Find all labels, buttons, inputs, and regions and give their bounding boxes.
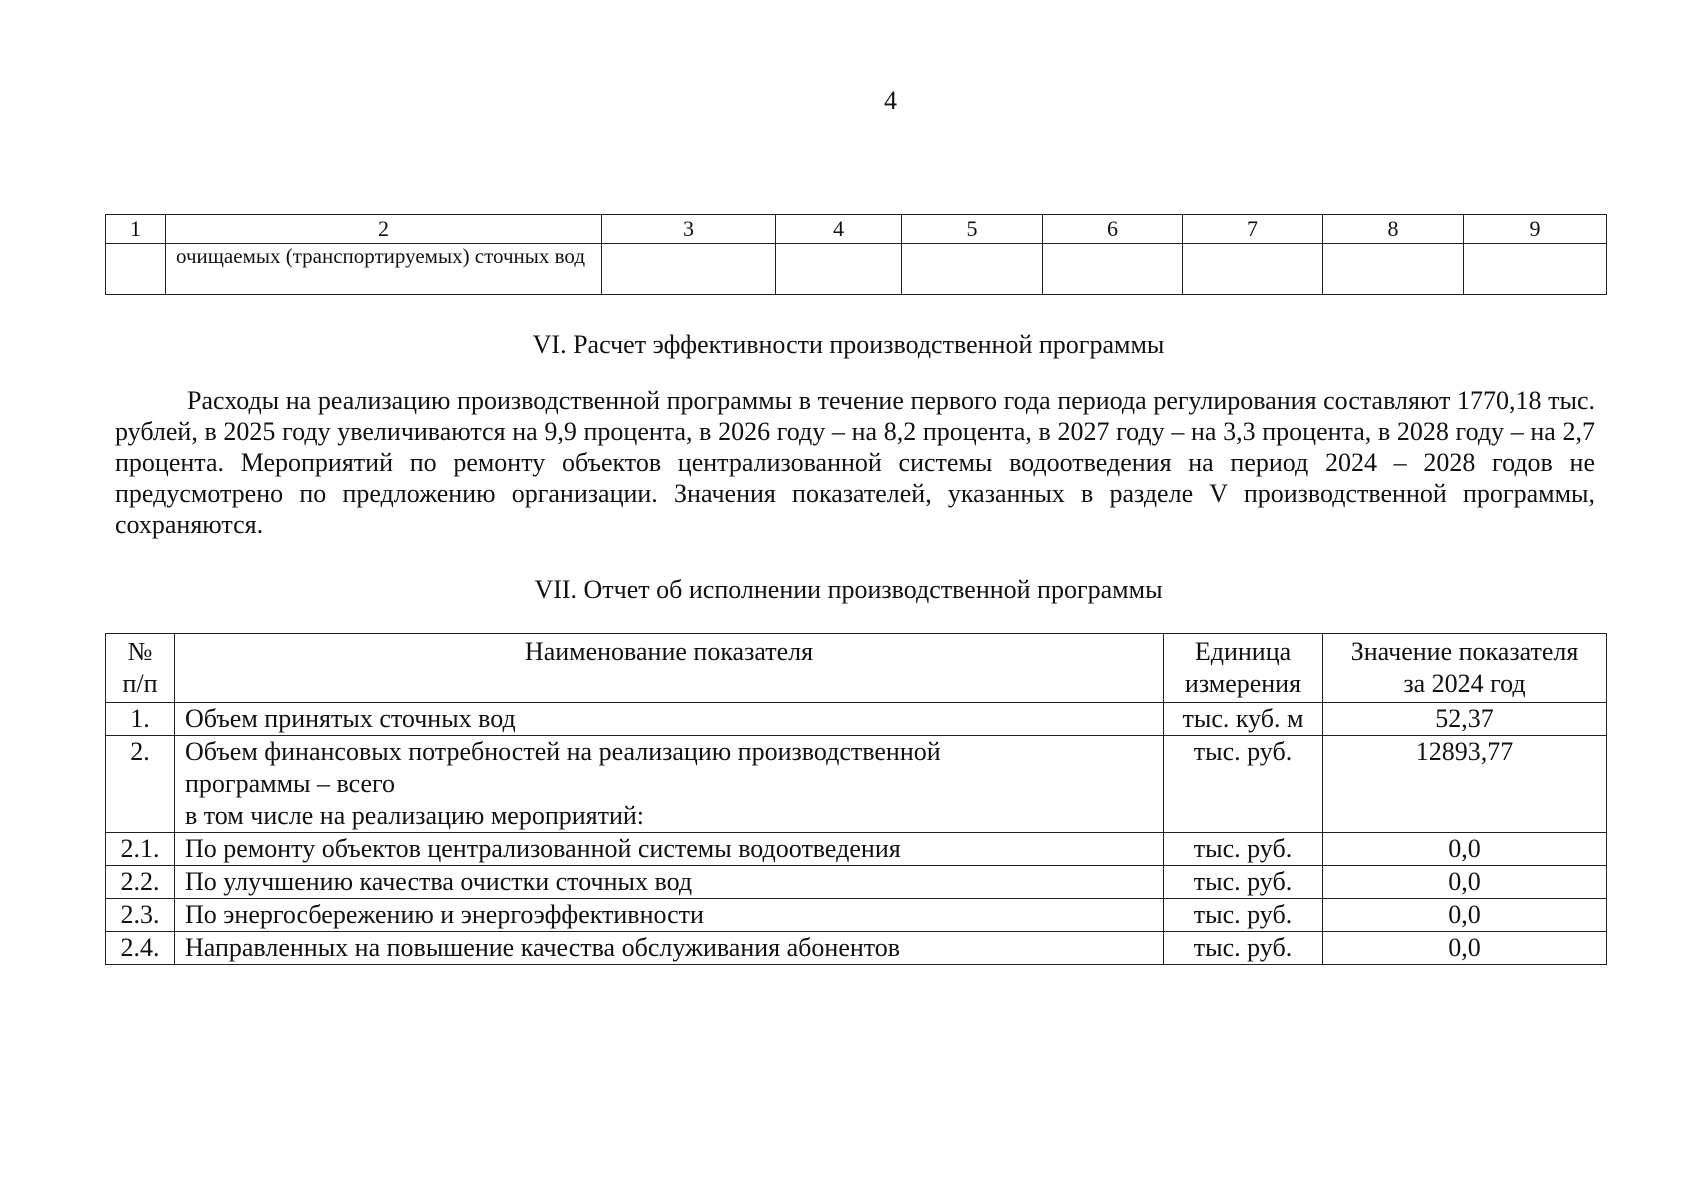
row-unit: тыс. руб.	[1164, 736, 1323, 833]
cell	[1323, 244, 1464, 295]
table-row	[106, 244, 1607, 295]
cell	[902, 244, 1043, 295]
header-value	[1323, 634, 1607, 703]
column-number-4: 4	[776, 215, 902, 244]
header-value-line1: Значение показателя	[1350, 637, 1579, 666]
row-unit: тыс. куб. м	[1164, 703, 1323, 736]
row-value: 12893,77	[1323, 736, 1607, 833]
row-name	[175, 736, 1164, 833]
cell	[776, 244, 902, 295]
row-value: 0,0	[1323, 932, 1607, 965]
report-header-row	[106, 634, 1607, 703]
header-name: Наименование показателя	[175, 634, 1164, 703]
row-number: 2.2.	[106, 866, 175, 899]
header-value-line2: за 2024 год	[1403, 669, 1526, 698]
column-number-5: 5	[902, 215, 1043, 244]
cell	[1043, 244, 1183, 295]
table-row	[106, 833, 1607, 866]
cell	[1183, 244, 1323, 295]
row-unit: тыс. руб.	[1164, 833, 1323, 866]
row-name: По энергосбережению и энергоэффективности	[175, 899, 1164, 932]
section-vi-title: VI. Расчет эффективности производственной программы	[532, 330, 1165, 359]
header-number-line1: №	[127, 637, 153, 666]
row-number: 2.	[106, 736, 175, 833]
header-unit-line2: измерения	[1184, 669, 1302, 698]
table-row	[106, 703, 1607, 736]
row-unit: тыс. руб.	[1164, 899, 1323, 932]
cell	[1464, 244, 1607, 295]
column-number-7: 7	[1183, 215, 1323, 244]
header-number-line2: п/п	[122, 669, 158, 698]
continuation-table	[105, 214, 1607, 295]
row-name-line1: Объем финансовых потребностей на реализацию производственной	[185, 737, 941, 766]
table-row	[106, 866, 1607, 899]
header-unit	[1164, 634, 1323, 703]
table-row	[106, 932, 1607, 965]
header-unit-line1: Единица	[1194, 637, 1292, 666]
row-value: 0,0	[1323, 866, 1607, 899]
report-table	[105, 633, 1607, 965]
row-number: 2.3.	[106, 899, 175, 932]
column-number-8: 8	[1323, 215, 1464, 244]
column-number-3: 3	[602, 215, 776, 244]
column-number-9: 9	[1464, 215, 1607, 244]
continuation-header-row	[106, 215, 1607, 244]
page-number: 4	[884, 86, 897, 115]
section-vi-paragraph: Расходы на реализацию производственной программы в течение первого года периода регулирования составляют 1770,18 тыс. рублей, в 2025 году увеличиваются на 9,9 процента, в 2026 году – на 8,2 процента, в 2027 году – на 3,3 процента, в 2028 году – на 2,7 процента. Мероприятий по ремонту объектов централизованной системы водоотведения на период 2024 – 2028 годов не предусмотрено по предложению организации. Значения показателей, указанных в разделе V производственной программы, сохраняются.	[115, 386, 1595, 539]
column-number-6: 6	[1043, 215, 1183, 244]
column-number-2: 2	[166, 215, 602, 244]
table-row	[106, 899, 1607, 932]
row-value: 52,37	[1323, 703, 1607, 736]
section-vii-title: VII. Отчет об исполнении производственной программы	[534, 575, 1163, 604]
cell	[602, 244, 776, 295]
row-number: 2.4.	[106, 932, 175, 965]
cell	[106, 244, 166, 295]
row-name: По ремонту объектов централизованной системы водоотведения	[175, 833, 1164, 866]
row-unit: тыс. руб.	[1164, 932, 1323, 965]
row-name-line2: программы – всего	[185, 769, 396, 798]
row-name: Направленных на повышение качества обслуживания абонентов	[175, 932, 1164, 965]
row-value: 0,0	[1323, 899, 1607, 932]
row-name: По улучшению качества очистки сточных вод	[175, 866, 1164, 899]
header-number	[106, 634, 175, 703]
row-value: 0,0	[1323, 833, 1607, 866]
table-row	[106, 736, 1607, 833]
row-unit: тыс. руб.	[1164, 866, 1323, 899]
indicator-name-cell: очищаемых (транспортируемых) сточных вод	[166, 244, 602, 295]
row-number: 2.1.	[106, 833, 175, 866]
row-name-line3: в том числе на реализацию мероприятий:	[185, 801, 645, 830]
column-number-1: 1	[106, 215, 166, 244]
row-number: 1.	[106, 703, 175, 736]
row-name: Объем принятых сточных вод	[175, 703, 1164, 736]
